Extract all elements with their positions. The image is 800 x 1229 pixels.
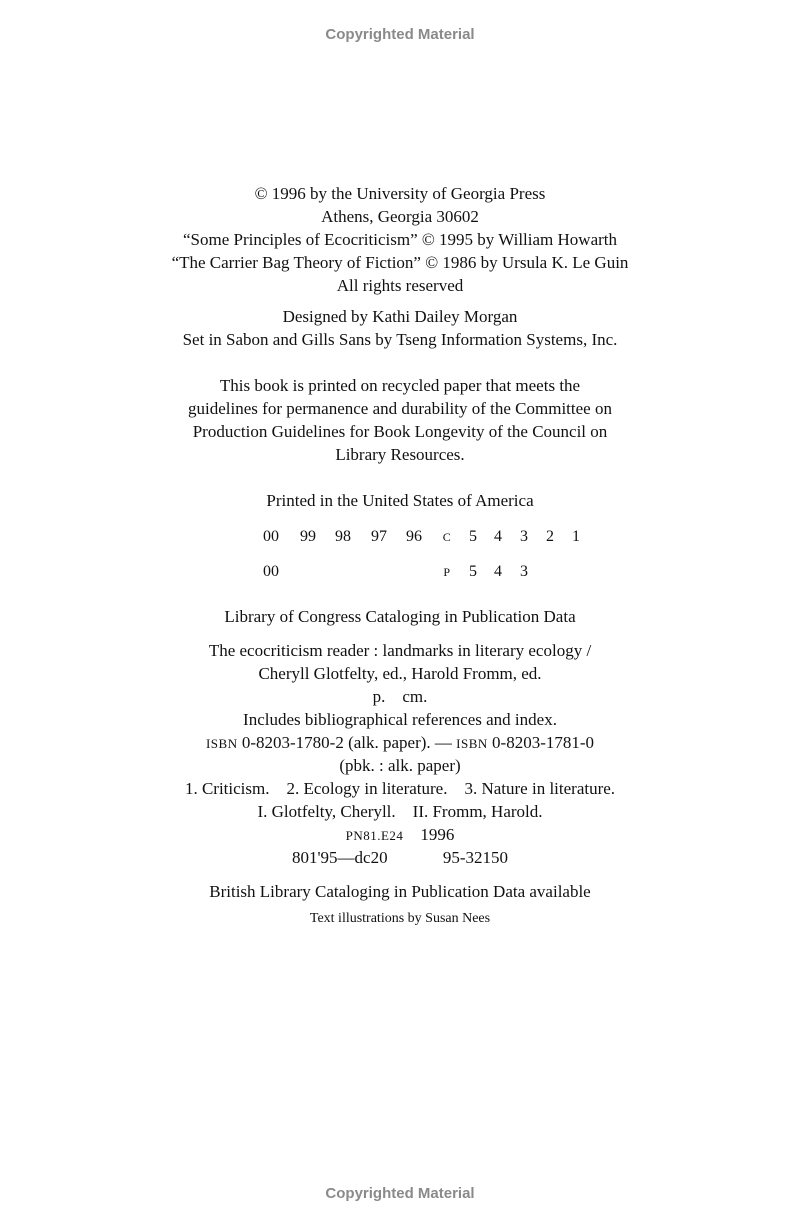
watermark-bottom: Copyrighted Material <box>325 1185 475 1202</box>
isbn-value: 0-8203-1780-2 (alk. paper). — <box>241 733 452 752</box>
designer-credit: Designed by Kathi Dailey Morgan <box>282 307 518 326</box>
cip-call-number-line <box>0 824 800 847</box>
printing-number: 5 <box>469 563 477 580</box>
cip-subject: 2. Ecology in literature. <box>286 779 448 798</box>
cip-binding-note: (pbk. : alk. paper) <box>339 756 461 775</box>
copyright-line-3: “Some Principles of Ecocriticism” © 1995 by William Howarth <box>183 230 617 249</box>
cip-dewey: 801'95—dc20 <box>291 848 388 867</box>
isbn-value: 0-8203-1781-0 <box>492 733 595 752</box>
watermark-top: Copyrighted Material <box>325 26 475 43</box>
copyright-line-5: All rights reserved <box>336 276 464 295</box>
printing-number: 1 <box>572 528 580 545</box>
printing-number: 96 <box>406 528 422 545</box>
illustrations-credit: Text illustrations by Susan Nees <box>309 911 491 926</box>
printing-row-paper <box>0 561 800 583</box>
paper-notice-line-4: Library Resources. <box>335 445 465 464</box>
cip-heading: Library of Congress Cataloging in Publication Data <box>224 607 576 626</box>
printing-number: 00 <box>263 528 279 545</box>
printing-number: 99 <box>300 528 316 545</box>
copyright-line-2: Athens, Georgia 30602 <box>321 207 479 226</box>
cip-classification-line <box>0 847 800 869</box>
cip-call-number: PN81.E24 <box>345 828 404 843</box>
printed-in: Printed in the United States of America <box>266 491 534 510</box>
cip-subject: 3. Nature in literature. <box>464 779 616 798</box>
cip-title-line-2: Cheryll Glotfelty, ed., Harold Fromm, ed. <box>258 664 542 683</box>
printing-edition-code: P <box>443 565 451 579</box>
paper-notice-line-3: Production Guidelines for Book Longevity of the Council on <box>192 422 608 441</box>
isbn-label: ISBN <box>456 736 488 751</box>
cip-lccn: 95-32150 <box>442 848 509 867</box>
typesetting-credit: Set in Sabon and Gills Sans by Tseng Information Systems, Inc. <box>182 330 618 349</box>
isbn-label: ISBN <box>205 736 238 751</box>
printing-number: 4 <box>494 563 502 580</box>
cip-call-year: 1996 <box>420 825 455 844</box>
printing-number: 3 <box>520 563 528 580</box>
printing-row-cloth <box>0 526 800 548</box>
cip-added-entries: I. Glotfelty, Cheryll. II. Fromm, Harold. <box>257 802 543 821</box>
paper-notice-line-1: This book is printed on recycled paper that meets the <box>219 376 581 395</box>
printing-edition-code: C <box>442 530 452 544</box>
cip-title-line-1: The ecocriticism reader : landmarks in literary ecology / <box>208 641 592 660</box>
printing-number: 97 <box>371 528 387 545</box>
cip-notes: Includes bibliographical references and index. <box>243 710 557 729</box>
copyright-line-1: © 1996 by the University of Georgia Press <box>254 184 546 203</box>
paper-notice-line-2: guidelines for permanence and durability of the Committee on <box>188 399 612 418</box>
printing-number: 98 <box>335 528 351 545</box>
printing-number: 4 <box>494 528 502 545</box>
printing-number: 3 <box>520 528 528 545</box>
cip-subject: 1. Criticism. <box>184 779 270 798</box>
copyright-line-4: “The Carrier Bag Theory of Fiction” © 1986 by Ursula K. Le Guin <box>171 253 629 272</box>
printing-number: 00 <box>263 563 279 580</box>
printing-number: 5 <box>469 528 477 545</box>
cip-physical-description: p. cm. <box>372 687 428 706</box>
printing-number: 2 <box>546 528 554 545</box>
cip-subjects <box>0 778 800 800</box>
cip-isbn-line <box>0 732 800 755</box>
british-library-note: British Library Cataloging in Publication Data available <box>209 882 591 901</box>
